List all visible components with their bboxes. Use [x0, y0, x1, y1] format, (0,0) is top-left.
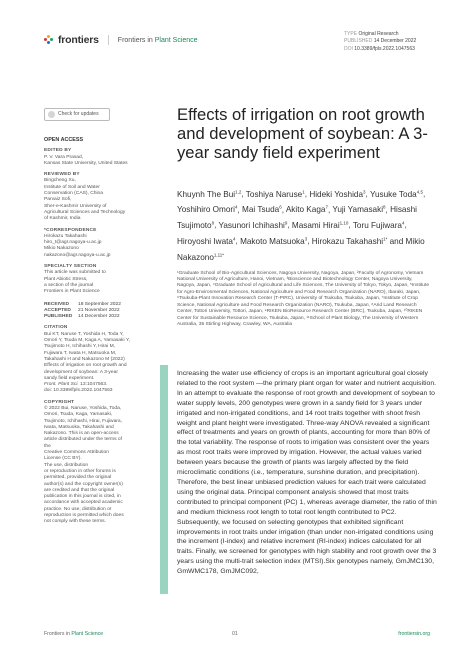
- author-name-text: Yoshihiro Omori: [177, 205, 235, 215]
- abstract-text: Increasing the water use efficiency of crops is an important agricultural goal closely related to the root system —the primary plant organ for water and nutrient acquisition. In an attempt to evaluate the response of root growth and development of soybean to water supply levels, 200 genotypes were grown in a sandy field for 3 years under irrigated and non-irrigated conditions, and 14 root traits together with shoot fresh weight and plant height were investigated. Three-way ANOVA revealed a significant effect of treatments and years on growth of plants, accounting for more than 80% of the total variability. The response of roots to irrigation was consistent over the years as most root traits were improved by irrigation. However, the actual values varied between years because the growth of plants was largely affected by the field microclimatic conditions (i.e., temperature, sunshine duration, and precipitation). Therefore, the best linear unbiased prediction values for each trait were calculated using the original data. Principal component analysis showed that most traits contributed to principal component (PC) 1, whereas average diameter, the ratio of thin and medium thickness root length to total root length contributed to PC2. Subsequently, we focused on selecting genotypes that exhibited significant improvements in root traits under irrigation (than under non-irrigated conditions using the increment (I-index) and relative increment (RI-index) indices calculated for all traits. Finally, we screened for genotypes with high stability and root growth over the 3 years using the multi-trait selection index (MTSI).Six genotypes namely, GmJMC130, GmWMC178, GmJMC092,: [177, 370, 437, 576]
- sidebar-line: not comply with these terms.: [44, 519, 106, 525]
- author-affiliation-sup: 6: [279, 204, 282, 210]
- author-name-text: Khuynh The Bui: [177, 189, 236, 199]
- dates-block: [44, 302, 159, 321]
- sidebar-line: Fujiwara T, Iwata H, Matsuoka M,: [44, 350, 117, 356]
- citation-doi[interactable]: doi: 10.3389/fpls.2022.1047563: [44, 388, 113, 394]
- author-affiliation-sup: 3: [304, 236, 308, 242]
- copyright-block: [44, 406, 159, 526]
- open-access-label: OPEN ACCESS: [44, 137, 84, 143]
- sidebar-line: publication in this journal is cited, in: [44, 494, 121, 500]
- type-label: TYPE: [344, 31, 358, 37]
- author-name[interactable]: [292, 221, 349, 230]
- correspondence-heading: *CORRESPONDENCE: [44, 227, 97, 233]
- sidebar-line: Effects of irrigation on root growth and: [44, 363, 127, 369]
- sidebar-line: Parvaiz Sofi,: [44, 197, 72, 203]
- citation-lines: [44, 332, 159, 382]
- author-name-text: Hisashi Tsujimoto: [177, 205, 417, 231]
- author-affiliation-sup: 9: [284, 220, 288, 226]
- author-name[interactable]: [219, 221, 288, 230]
- author-list: Khuynh The Bui$^{1,2}$, Toshiya Naruse$^1$, Hideki Yoshida$^3$, Yusuke Toda$^{4,5}$, Yoshihiro Omori$^4$, Mai Tsuda$^6$, Akito Kaga$^7$, Yuji Yamasaki$^8$, Hisashi Tsujimoto$^8$, Yasunori Ichihashi$^9$, Masami Hirai$^{1,10}$, Toru Fujiwara$^4$, Hiroyoshi Iwata$^4$, Makoto Matsuoka$^3$, Hirokazu Takahashi$^{1*}$ and Mikio Nakazono$^{1,11*}$: [177, 189, 426, 262]
- date-label: PUBLISHED: [44, 314, 73, 320]
- correspondence-list: [44, 234, 159, 259]
- sidebar-line: Conservation (CAS), China: [44, 191, 103, 197]
- author-affiliation-sup: 4: [232, 236, 236, 242]
- author-name-text: Akito Kaga: [285, 205, 326, 215]
- author-affiliation-sup: 1: [302, 189, 305, 194]
- article-meta: [344, 31, 416, 53]
- check-updates-icon: [48, 111, 55, 118]
- author-affiliation-sup: 1,2: [235, 189, 242, 194]
- author-name[interactable]: [312, 237, 388, 246]
- author-name-text: Hiroyoshi Iwata: [177, 236, 233, 246]
- author-name[interactable]: [177, 190, 241, 199]
- author-name[interactable]: [353, 221, 405, 230]
- sidebar-line: development of soybean: A 3-year: [44, 369, 118, 375]
- sidebar-line: are credited and that the original: [44, 487, 115, 493]
- author-affiliation-sup: 8: [383, 204, 386, 210]
- sidebar-line: accordance with accepted academic: [44, 500, 123, 506]
- author-name-text: Yusuke Toda: [369, 189, 417, 199]
- sidebar-line: Nakazono. This is an open-access: [44, 431, 119, 437]
- date-value: 21 November 2022: [78, 307, 120, 313]
- sidebar-line: permitted, provided the original: [44, 475, 112, 481]
- specialty-heading: SPECIALTY SECTION: [44, 264, 97, 270]
- author-affiliation-sup: 4: [234, 204, 238, 210]
- frontiers-logo-icon: [44, 35, 54, 45]
- author-name-text: Mai Tsuda: [242, 205, 280, 215]
- author-name-text: Hideki Yoshida: [309, 189, 364, 199]
- license-link[interactable]: [44, 450, 159, 463]
- author-name-text: Toru Fujiwara: [352, 221, 402, 231]
- published-label: PUBLISHED: [344, 38, 373, 45]
- author-name-text: Toshiya Naruse: [245, 189, 303, 199]
- footer-journal[interactable]: [44, 631, 103, 637]
- author-name[interactable]: [332, 205, 385, 214]
- sidebar-line: the: [44, 443, 51, 449]
- journal-prefix: Frontiers in: [117, 36, 153, 44]
- sidebar-line: Sher-e-Kashmir University of: [44, 203, 107, 209]
- journal-title[interactable]: [118, 37, 198, 44]
- sidebar-line: The use, distribution: [44, 462, 89, 468]
- sidebar-line: practice. No use, distribution or: [44, 506, 112, 512]
- sidebar-line: Iwata, Matsuoka, Takahashi and: [44, 424, 114, 430]
- author-name[interactable]: [246, 190, 305, 199]
- sidebar-line: Takahashi H and Nakazono M (2022): [44, 356, 125, 362]
- sidebar-line: Plant Abiotic Stress,: [44, 276, 88, 282]
- page-footer: [44, 631, 430, 643]
- copyright-lines: [44, 406, 159, 450]
- author-name[interactable]: [286, 205, 328, 214]
- citation-heading: CITATION: [44, 325, 68, 331]
- type-value: Original Research: [358, 31, 399, 37]
- author-name-text: and Mikio Nakazono: [177, 236, 425, 262]
- sidebar-line: sandy field experiment.: [44, 375, 95, 381]
- edited-by-heading: EDITED BY: [44, 148, 72, 154]
- sidebar-line: Tsujimoto H, Ichihashi Y, Hirai M,: [44, 344, 116, 350]
- author-name-text: Hirokazu Takahashi: [311, 236, 384, 246]
- citation-block: [44, 332, 159, 395]
- author-affiliation-sup: 1*: [383, 236, 388, 242]
- sidebar-line: P. V. Vara Prasad,: [44, 154, 84, 160]
- author-name[interactable]: [177, 205, 237, 214]
- check-updates-label: Check for updates: [58, 111, 99, 118]
- author-name[interactable]: [240, 237, 307, 246]
- sidebar-line: This article was submitted to: [44, 270, 106, 276]
- author-affiliation-sup: 8: [211, 220, 215, 226]
- author-affiliation-sup: 1,11*: [213, 251, 225, 257]
- abstract-accent-bar: [160, 365, 168, 594]
- published-value: 14 December 2022: [373, 38, 417, 45]
- copyright-rest-lines: [44, 463, 159, 526]
- footer-journal-prefix: Frontiers in: [44, 631, 70, 637]
- copyright-heading: COPYRIGHT: [44, 399, 75, 405]
- sidebar-line: Tsujimoto, Ichihashi, Hirai, Fujiwara,: [44, 418, 123, 424]
- article-main: [177, 105, 432, 328]
- date-value: 14 December 2022: [78, 314, 120, 320]
- sidebar-line: Hirokazu Takahashi: [44, 233, 87, 239]
- author-affiliation-sup: 1,10: [339, 220, 349, 226]
- sidebar-line: nakazono@agr.nagoya-u.ac.jp: [44, 252, 111, 258]
- sidebar-line: Omori, Tsuda, Kaga, Yamasaki,: [44, 412, 113, 418]
- citation-journal: Front. Plant Sci.: [44, 382, 79, 388]
- sidebar-line: Bui KT, Naruse T, Yoshida H, Toda Y,: [44, 331, 124, 337]
- sidebar-line: Creative Commons Attribution: [44, 450, 109, 456]
- page-header: [0, 0, 474, 60]
- sidebar-line: Institute of Soil and Water: [44, 184, 100, 190]
- sidebar-line: author(s) and the copyright owner(s): [44, 481, 123, 487]
- journal-name: Plant Science: [154, 36, 198, 44]
- reviewed-by-heading: REVIEWED BY: [44, 172, 80, 178]
- article-sidebar: [44, 108, 159, 530]
- footer-journal-name: Plant Science: [71, 631, 104, 637]
- date-label: RECEIVED: [44, 301, 70, 307]
- specialty-list: [44, 270, 159, 295]
- sidebar-line: of Kashmir, India: [44, 216, 81, 222]
- footer-site-link[interactable]: frontiersin.org: [398, 631, 430, 637]
- frontiers-logo[interactable]: [44, 34, 198, 46]
- page-number: 01: [232, 631, 238, 637]
- author-name[interactable]: [242, 205, 282, 214]
- date-value: 18 September 2022: [78, 301, 121, 307]
- author-name-text: Yuji Yamasaki: [332, 205, 384, 215]
- citation-ref: 13:1047563.: [80, 382, 108, 388]
- author-name[interactable]: [309, 190, 365, 199]
- date-label: ACCEPTED: [44, 307, 71, 313]
- sidebar-line: License (CC BY).: [44, 456, 82, 462]
- author-affiliation-sup: 4: [401, 220, 405, 226]
- sidebar-line: Mikio Nakazono: [44, 246, 79, 252]
- sidebar-line: Bingcheng Xu,: [44, 178, 76, 184]
- sidebar-line: Kansas State University, United States: [44, 160, 128, 166]
- sidebar-line: Frontiers in Plant Science: [44, 289, 100, 295]
- author-name[interactable]: [370, 190, 423, 199]
- doi-value[interactable]: 10.3389/fpls.2022.1047563: [354, 45, 415, 52]
- affiliations: ¹Graduate School of Bio-Agricultural Sciences, Nagoya University, Nagoya, Japan, ²Faculty of Agronomy, Vietnam National University of Agriculture, Hanoi, Vietnam, ³Bioscience and Biotechnology Center, Nagoya University, Nagoya, Japan, ⁴Graduate School of Agricultural and Life Sciences, The University of Tokyo, Tokyo, Japan, ⁵Institute for Agro-Environmental Sciences, National Agriculture and Food Research Organization (NARO), Ibaraki, Japan, ⁶Tsukuba-Plant Innovation Research Center (T-PIRC), University of Tsukuba, Tsukuba, Japan, ⁷Institute of Crop Science, National Agriculture and Food Research Organization (NARO), Tsukuba, Japan, ⁸Arid Land Research Center, Tottori University, Tottori, Japan, ⁹RIKEN BioResource Research Center (BRC), Tsukuba, Japan, ¹⁰RIKEN Center for Sustainable Resource Science, Tsukuba, Japan, ¹¹School of Plant Biology, The University of Western Australia, 35 Stirling Highway, Crawley, WA, Australia: [177, 270, 430, 327]
- sidebar-line: Omori Y, Tsuda M, Kaga A, Yamasaki Y,: [44, 338, 130, 344]
- author-name-text: Makoto Matsuoka: [240, 236, 305, 246]
- sidebar-line: a section of the journal: [44, 282, 94, 288]
- sidebar-line: or reproduction in other forums is: [44, 468, 116, 474]
- date-row: [44, 314, 159, 320]
- author-name-text: Masami Hirai: [291, 221, 340, 231]
- article-title: Effects of irrigation on root growth and development of soybean: A 3-year sandy field experiment: [177, 105, 428, 162]
- author-affiliation-sup: 3: [363, 189, 366, 194]
- edited-by-list: [44, 155, 159, 168]
- author-name[interactable]: [177, 237, 236, 246]
- check-for-updates-button[interactable]: [44, 108, 110, 121]
- brand-name: frontiers: [58, 34, 99, 46]
- sidebar-line: reproduction is permitted which does: [44, 513, 124, 519]
- sidebar-line: hiro_t@agr.nagoya-u.ac.jp: [44, 240, 102, 246]
- reviewed-by-list: [44, 178, 159, 222]
- sidebar-line: article distributed under the terms of: [44, 437, 123, 443]
- doi-label: DOI: [344, 45, 353, 52]
- author-name-text: Yasunori Ichihashi: [218, 221, 285, 231]
- author-affiliation-sup: 7: [325, 204, 328, 210]
- sidebar-line: Agricultural Sciences and Technology: [44, 209, 126, 215]
- header-divider: [108, 35, 109, 45]
- sidebar-line: © 2022 Bui, Naruse, Yoshida, Toda,: [44, 405, 122, 411]
- author-affiliation-sup: 4,5: [416, 189, 423, 194]
